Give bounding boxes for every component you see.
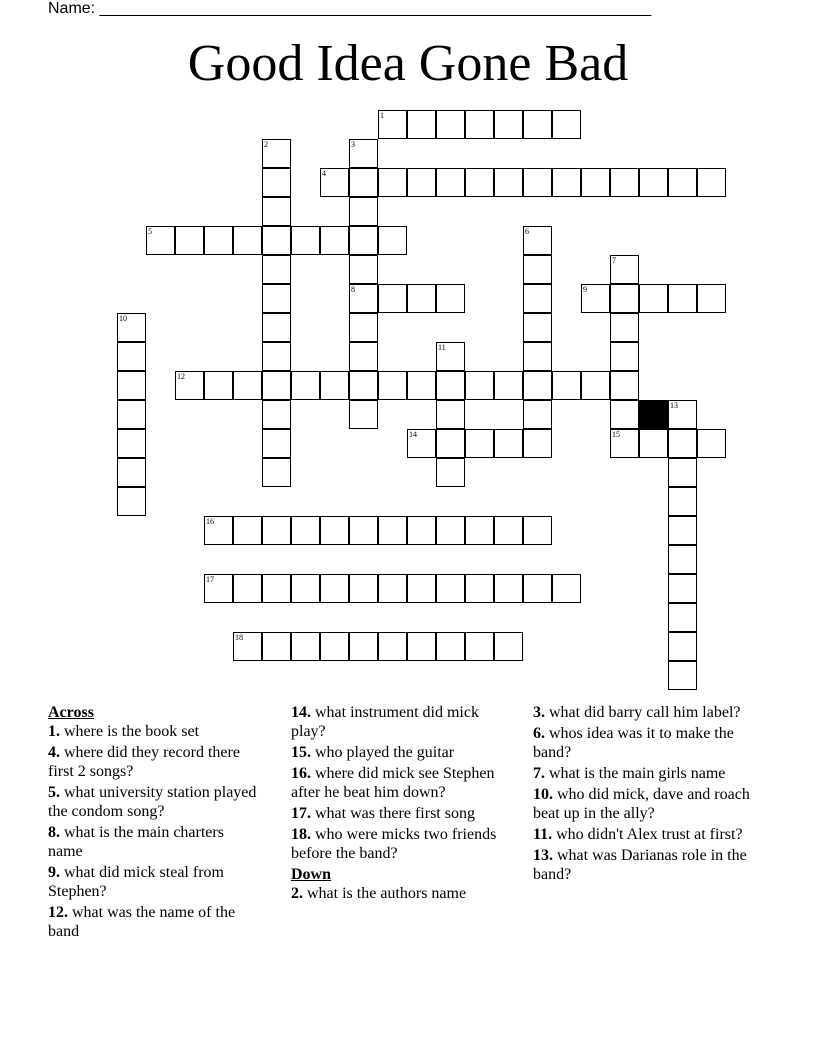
grid-cell[interactable]: [668, 168, 697, 197]
grid-cell[interactable]: [552, 574, 581, 603]
clue-number: 12: [177, 372, 185, 381]
grid-cell[interactable]: [523, 284, 552, 313]
grid-cell[interactable]: [465, 516, 494, 545]
grid-cell[interactable]: [436, 632, 465, 661]
clue-across-8: 8. what is the main charters name: [48, 824, 224, 860]
grid-cell[interactable]: [117, 313, 146, 342]
clue-across-12: 12. what was the name of the band: [48, 904, 236, 940]
clue-column-2: [291, 703, 506, 905]
grid-cell[interactable]: [494, 371, 523, 400]
grid-cell[interactable]: [668, 458, 697, 487]
grid-cell[interactable]: [523, 400, 552, 429]
grid-cell[interactable]: [233, 574, 262, 603]
grid-cell[interactable]: [407, 371, 436, 400]
grid-cell[interactable]: [697, 429, 726, 458]
clue-across-16: 16. where did mick see Stephen after he beat him down?: [291, 765, 495, 801]
grid-cell[interactable]: [378, 110, 407, 139]
grid-cell[interactable]: [262, 632, 291, 661]
grid-cell[interactable]: [349, 371, 378, 400]
clue-across-15: 15. who played the guitar: [291, 744, 455, 761]
grid-cell[interactable]: [349, 313, 378, 342]
grid-cell[interactable]: [668, 545, 697, 574]
grid-cell[interactable]: [262, 429, 291, 458]
grid-cell[interactable]: [262, 313, 291, 342]
clue-across-14: 14. what instrument did mick play?: [291, 704, 479, 740]
grid-cell[interactable]: [262, 574, 291, 603]
grid-cell[interactable]: [262, 226, 291, 255]
grid-cell[interactable]: [523, 313, 552, 342]
clue-number: 11: [438, 343, 446, 352]
grid-cell[interactable]: [465, 371, 494, 400]
grid-cell[interactable]: [291, 516, 320, 545]
grid-cell[interactable]: [349, 516, 378, 545]
grid-cell[interactable]: [407, 429, 436, 458]
grid-cell[interactable]: [465, 168, 494, 197]
grid-cell[interactable]: [291, 226, 320, 255]
grid-cell[interactable]: [465, 632, 494, 661]
grid-cell[interactable]: [668, 574, 697, 603]
grid-cell[interactable]: [494, 516, 523, 545]
grid-cell[interactable]: [233, 632, 262, 661]
grid-cell[interactable]: [320, 371, 349, 400]
grid-cell[interactable]: [349, 197, 378, 226]
grid-cell[interactable]: [610, 400, 639, 429]
grid-cell[interactable]: [349, 400, 378, 429]
grid-cell[interactable]: [552, 371, 581, 400]
page-title: Good Idea Gone Bad: [187, 35, 629, 92]
grid-cell[interactable]: [262, 284, 291, 313]
clue-across-17: 17. what was there first song: [291, 805, 475, 822]
grid-cell[interactable]: [378, 284, 407, 313]
grid-cell[interactable]: [552, 168, 581, 197]
grid-cell[interactable]: [639, 429, 668, 458]
clue-number: 6: [525, 227, 529, 236]
grid-cell[interactable]: [117, 487, 146, 516]
grid-cell[interactable]: [523, 371, 552, 400]
grid-cell[interactable]: [175, 371, 204, 400]
clue-number: 8: [351, 285, 355, 294]
clue-number: 17: [206, 575, 214, 584]
across-heading: Across: [48, 704, 94, 721]
grid-cell[interactable]: [436, 458, 465, 487]
clue-across-18: 18. who were micks two friends before the band?: [291, 826, 497, 862]
clue-number: 13: [670, 401, 678, 410]
clue-down-6: 6. whos idea was it to make the band?: [533, 725, 734, 761]
grid-cell[interactable]: [668, 429, 697, 458]
grid-cell[interactable]: [668, 400, 697, 429]
grid-cell[interactable]: [523, 342, 552, 371]
grid-cell[interactable]: [233, 226, 262, 255]
grid-cell[interactable]: [610, 342, 639, 371]
grid-cell[interactable]: [610, 168, 639, 197]
grid-cell[interactable]: [349, 342, 378, 371]
grid-cell[interactable]: [407, 284, 436, 313]
grid-cell[interactable]: [581, 284, 610, 313]
grid-cell[interactable]: [117, 400, 146, 429]
grid-cell[interactable]: [436, 284, 465, 313]
clue-number: 10: [119, 314, 127, 323]
grid-cell[interactable]: [146, 226, 175, 255]
grid-cell[interactable]: [407, 516, 436, 545]
grid-cell[interactable]: [349, 574, 378, 603]
clue-column-1: [48, 703, 258, 943]
grid-cell[interactable]: [523, 516, 552, 545]
grid-cell[interactable]: [523, 255, 552, 284]
grid-cell[interactable]: [668, 516, 697, 545]
grid-cell[interactable]: [204, 226, 233, 255]
grid-cell[interactable]: [262, 342, 291, 371]
clue-number: 3: [351, 140, 355, 149]
grid-cell[interactable]: [262, 516, 291, 545]
grid-cell[interactable]: [465, 429, 494, 458]
grid-cell[interactable]: [262, 139, 291, 168]
grid-cell[interactable]: [639, 284, 668, 313]
grid-cell[interactable]: [320, 226, 349, 255]
grid-cell[interactable]: [494, 168, 523, 197]
grid-cell[interactable]: [407, 574, 436, 603]
grid-cell[interactable]: [494, 574, 523, 603]
grid-cell[interactable]: [494, 429, 523, 458]
grid-cell[interactable]: [117, 458, 146, 487]
grid-cell[interactable]: [233, 516, 262, 545]
grid-cell[interactable]: [320, 574, 349, 603]
grid-cell[interactable]: [407, 168, 436, 197]
grid-cell[interactable]: [378, 168, 407, 197]
grid-cell[interactable]: [349, 255, 378, 284]
name-field-label: Name: ______________________________________________________________: [48, 0, 652, 17]
grid-cell[interactable]: [436, 342, 465, 371]
clue-down-7: 7. what is the main girls name: [533, 765, 726, 782]
grid-cell[interactable]: [668, 284, 697, 313]
clue-number: 9: [583, 285, 587, 294]
grid-cell[interactable]: [610, 313, 639, 342]
clue-down-10: 10. who did mick, dave and roach beat up in the ally?: [533, 786, 750, 822]
grid-cell[interactable]: [378, 371, 407, 400]
grid-cell[interactable]: [581, 371, 610, 400]
grid-cell[interactable]: [697, 168, 726, 197]
clue-number: 2: [264, 140, 268, 149]
grid-cell[interactable]: [668, 632, 697, 661]
grid-cell[interactable]: [668, 661, 697, 690]
grid-cell[interactable]: [407, 110, 436, 139]
grid-cell[interactable]: [349, 139, 378, 168]
grid-cell[interactable]: [494, 632, 523, 661]
grid-cell[interactable]: [610, 371, 639, 400]
grid-cell[interactable]: [262, 168, 291, 197]
grid-cell[interactable]: [436, 110, 465, 139]
grid-cell[interactable]: [320, 632, 349, 661]
clue-number: 18: [235, 633, 243, 642]
down-heading: Down: [291, 866, 332, 883]
clue-down-3: 3. what did barry call him label?: [533, 704, 741, 721]
grid-cell[interactable]: [697, 284, 726, 313]
grid-cell[interactable]: [262, 197, 291, 226]
grid-cell[interactable]: [204, 371, 233, 400]
grid-cell[interactable]: [610, 255, 639, 284]
clue-number: 15: [612, 430, 620, 439]
grid-cell[interactable]: [465, 574, 494, 603]
grid-cell[interactable]: [262, 400, 291, 429]
grid-cell[interactable]: [523, 168, 552, 197]
grid-cell[interactable]: [291, 632, 320, 661]
clue-number: 16: [206, 517, 214, 526]
grid-cell[interactable]: [204, 574, 233, 603]
grid-cell[interactable]: [610, 284, 639, 313]
clue-down-13: 13. what was Darianas role in the band?: [533, 847, 747, 883]
clue-across-1: 1. where is the book set: [48, 723, 200, 740]
grid-cell[interactable]: [552, 110, 581, 139]
grid-cell[interactable]: [262, 458, 291, 487]
grid-cell[interactable]: [291, 574, 320, 603]
grid-cell[interactable]: [668, 487, 697, 516]
clue-down-11: 11. who didn't Alex trust at first?: [533, 826, 743, 843]
grid-cell[interactable]: [233, 371, 262, 400]
grid-cell[interactable]: [320, 516, 349, 545]
grid-cell[interactable]: [291, 371, 320, 400]
grid-cell[interactable]: [523, 574, 552, 603]
grid-cell[interactable]: [378, 516, 407, 545]
grid-cell[interactable]: [349, 168, 378, 197]
grid-cell[interactable]: [117, 371, 146, 400]
grid-cell[interactable]: [610, 429, 639, 458]
grid-cell[interactable]: [378, 226, 407, 255]
grid-cell[interactable]: [117, 342, 146, 371]
grid-cell[interactable]: [436, 574, 465, 603]
clue-number: 1: [380, 111, 384, 120]
grid-cell[interactable]: [523, 226, 552, 255]
grid-cell[interactable]: [320, 168, 349, 197]
grid-cell[interactable]: [436, 168, 465, 197]
clue-across-5: 5. what university station played the condom song?: [48, 784, 257, 820]
grid-cell[interactable]: [639, 168, 668, 197]
grid-cell[interactable]: [204, 516, 233, 545]
black-square: [639, 400, 668, 429]
grid-cell[interactable]: [668, 603, 697, 632]
grid-cell[interactable]: [581, 168, 610, 197]
clue-column-3: [533, 703, 758, 886]
clue-number: 5: [148, 227, 152, 236]
grid-cell[interactable]: [523, 110, 552, 139]
grid-cell[interactable]: [378, 574, 407, 603]
grid-cell[interactable]: [262, 371, 291, 400]
clue-down-2: 2. what is the authors name: [291, 885, 467, 902]
grid-cell[interactable]: [494, 110, 523, 139]
grid-cell[interactable]: [436, 400, 465, 429]
grid-cell[interactable]: [436, 371, 465, 400]
clue-number: 4: [322, 169, 326, 178]
grid-cell[interactable]: [407, 632, 436, 661]
clue-number: 14: [409, 430, 417, 439]
grid-cell[interactable]: [349, 632, 378, 661]
grid-cell[interactable]: [378, 632, 407, 661]
grid-cell[interactable]: [349, 226, 378, 255]
clue-across-4: 4. where did they record there first 2 songs?: [48, 744, 240, 780]
grid-cell[interactable]: [436, 429, 465, 458]
grid-cell[interactable]: [436, 516, 465, 545]
grid-cell[interactable]: [117, 429, 146, 458]
grid-cell[interactable]: [175, 226, 204, 255]
grid-cell[interactable]: [349, 284, 378, 313]
grid-cell[interactable]: [465, 110, 494, 139]
grid-cell[interactable]: [262, 255, 291, 284]
clue-number: 7: [612, 256, 616, 265]
grid-cell[interactable]: [523, 429, 552, 458]
clue-across-9: 9. what did mick steal from Stephen?: [48, 864, 224, 900]
